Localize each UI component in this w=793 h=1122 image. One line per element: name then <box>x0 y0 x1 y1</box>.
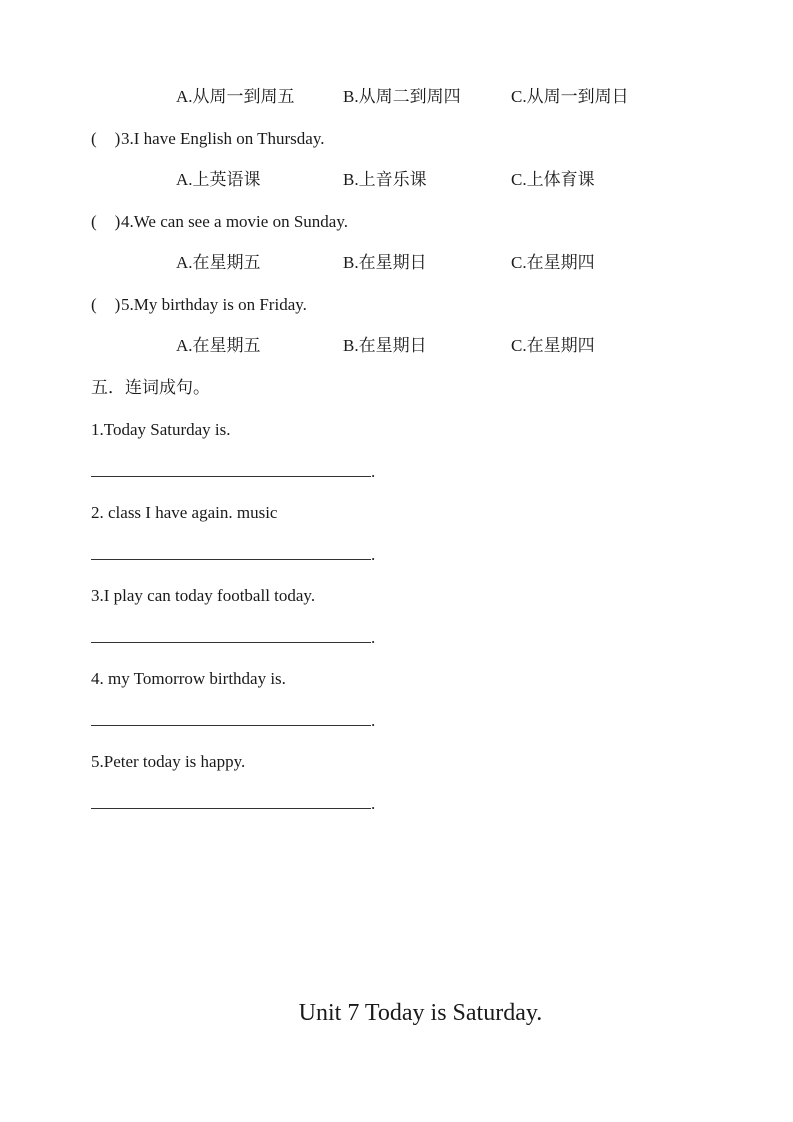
sentence-prompt-4: 4. my Tomorrow birthday is. <box>91 669 286 688</box>
sentence-prompt-3: 3.I play can today football today. <box>91 586 316 605</box>
q3-answer-paren[interactable]: ( ) <box>91 129 121 148</box>
answer-line-3[interactable]: . <box>91 627 375 649</box>
q3-option-a: A.上英语课 <box>176 170 261 189</box>
q5-text: 5.My birthday is on Friday. <box>121 295 307 314</box>
q5-option-a: A.在星期五 <box>176 336 261 355</box>
q5-stem <box>91 294 307 316</box>
q3-option-b: B.上音乐课 <box>343 170 427 189</box>
q4-option-c: C.在星期四 <box>511 253 595 272</box>
answer-line-1[interactable]: . <box>91 461 375 483</box>
sentence-prompt-1: 1.Today Saturday is. <box>91 420 231 439</box>
answer-line-2[interactable]: . <box>91 544 375 566</box>
q3-option-c: C.上体育课 <box>511 170 595 189</box>
unit-title: Unit 7 Today is Saturday. <box>298 1000 543 1026</box>
q3-text: 3.I have English on Thursday. <box>121 129 325 148</box>
section-heading: 五．连词成句。 <box>91 378 210 397</box>
q2-option-a: A.从周一到周五 <box>176 87 295 106</box>
sentence-prompt-2: 2. class I have again. music <box>91 503 278 522</box>
q4-option-a: A.在星期五 <box>176 253 261 272</box>
q4-stem <box>91 211 348 233</box>
q4-text: 4.We can see a movie on Sunday. <box>121 212 348 231</box>
q3-stem <box>91 128 325 150</box>
q5-answer-paren[interactable]: ( ) <box>91 295 121 314</box>
answer-line-5[interactable]: . <box>91 793 375 815</box>
sentence-prompt-5: 5.Peter today is happy. <box>91 752 246 771</box>
q2-option-c: C.从周一到周日 <box>511 87 629 106</box>
answer-line-4[interactable]: . <box>91 710 375 732</box>
q5-option-b: B.在星期日 <box>343 336 427 355</box>
q2-option-b: B.从周二到周四 <box>343 87 461 106</box>
q4-answer-paren[interactable]: ( ) <box>91 212 121 231</box>
q5-option-c: C.在星期四 <box>511 336 595 355</box>
q4-option-b: B.在星期日 <box>343 253 427 272</box>
